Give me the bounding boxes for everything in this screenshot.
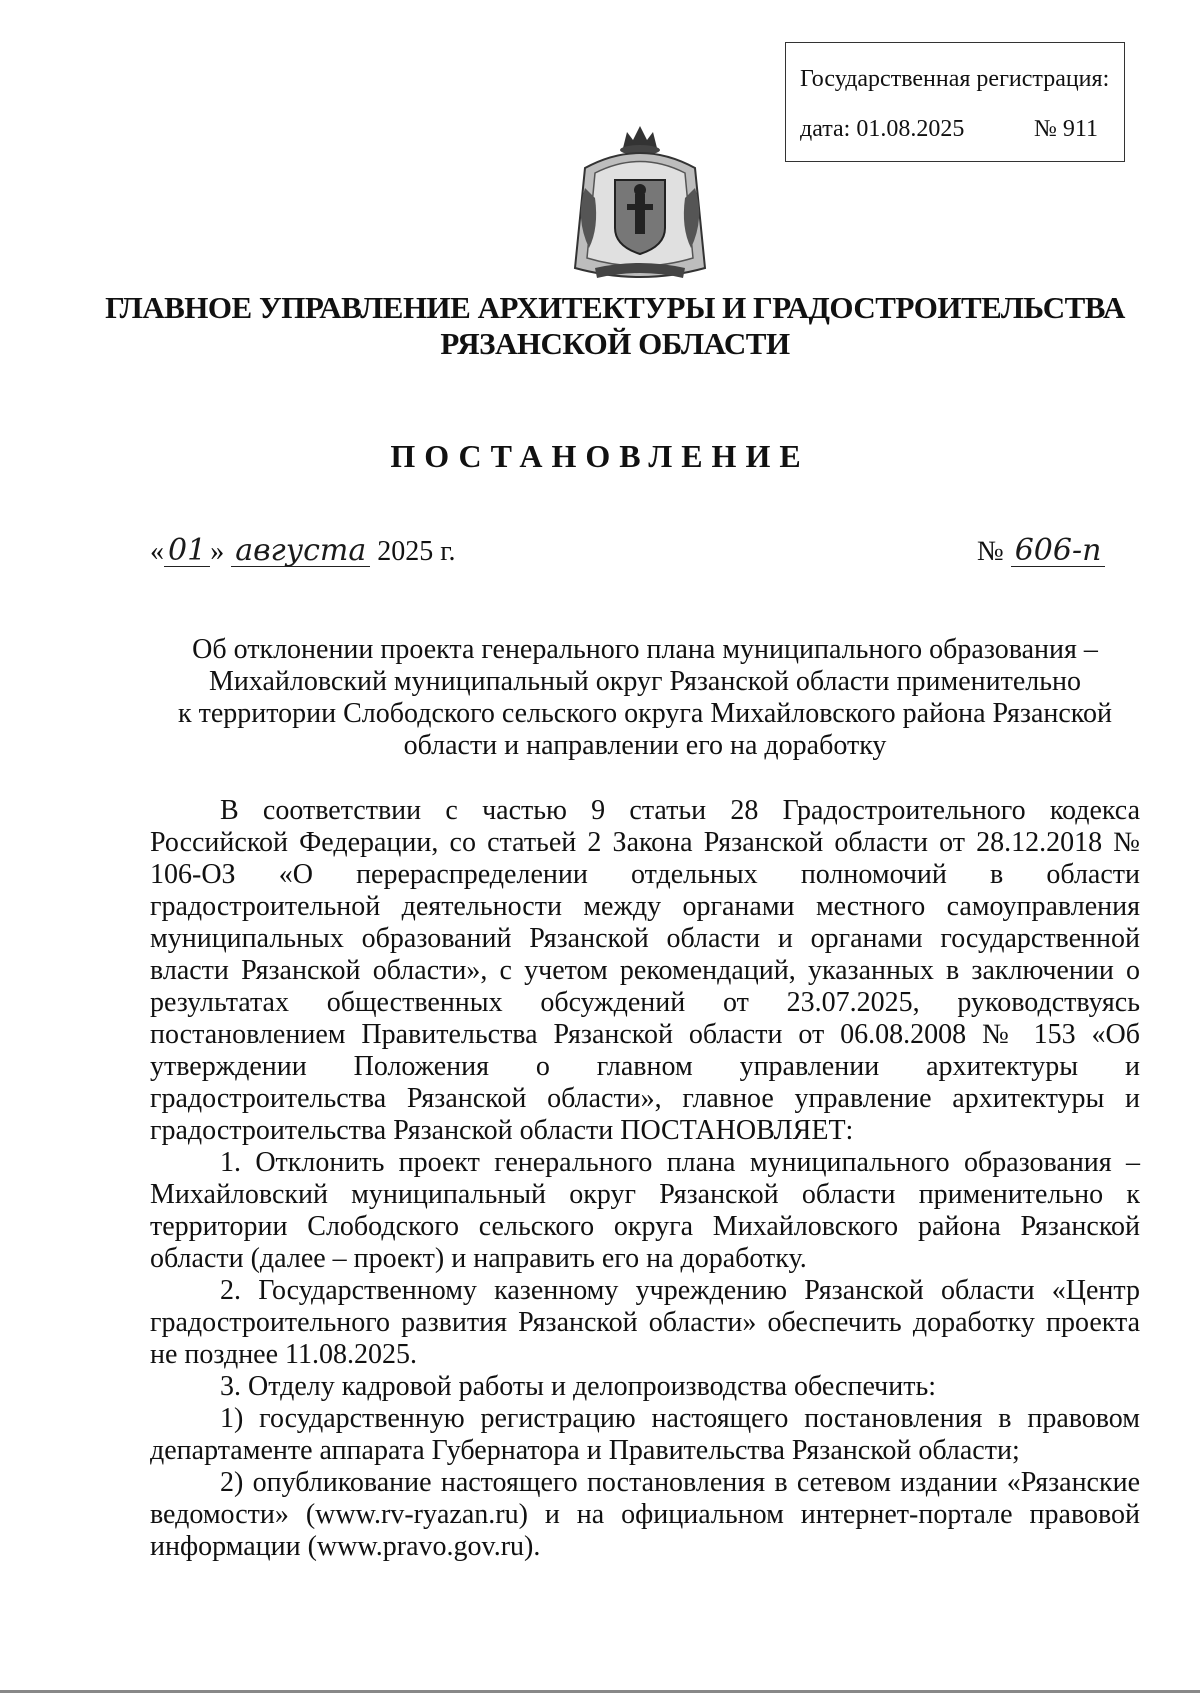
date-open-quote: « xyxy=(150,536,164,567)
number-prefix: № xyxy=(977,536,1004,567)
document-date xyxy=(150,533,456,568)
registration-stamp-box xyxy=(785,42,1125,162)
date-month-handwritten: августа xyxy=(231,536,370,567)
organization-name-line1: ГЛАВНОЕ УПРАВЛЕНИЕ АРХИТЕКТУРЫ И ГРАДОСТРОИТЕЛЬСТВА xyxy=(105,290,1125,325)
subject-line4: области и направлении его на доработку xyxy=(403,730,887,761)
page-bottom-divider xyxy=(0,1690,1200,1693)
registration-number: № 911 xyxy=(1034,116,1099,142)
date-year: 2025 г. xyxy=(377,536,456,567)
body-preamble: В соответствии с частью 9 статьи 28 Градостроительного кодекса Российской Федерации, со статьей 2 Закона Рязанской области от 28.12.2018 № 106-ОЗ «О перераспределении отдельных полномочий в области градостроительной деятельности между органами местного самоуправления муниципальных образований Рязанской области и органами государственной власти Рязанской области», с учетом рекомендаций, указанных в заключении о результатах общественных обсуждений от 23.07.2025, руководствуясь постановлением Правительства Рязанской области от 06.08.2008 № 153 «Об утверждении Положения о главном управлении архитектуры и градостроительства Рязанской области», главное управление архитектуры и градостроительства Рязанской области ПОСТАНОВЛЯЕТ: xyxy=(150,795,1140,1146)
registration-date: дата: 01.08.2025 xyxy=(800,116,965,142)
subject-line1: Об отклонении проекта генерального плана муниципального образования – xyxy=(192,634,1098,665)
organization-name-line2: РЯЗАНСКОЙ ОБЛАСТИ xyxy=(440,326,790,361)
document-body xyxy=(150,795,1140,1563)
registration-title: Государственная регистрация: xyxy=(800,66,1110,92)
document-number xyxy=(977,533,1105,568)
subject-line3: к территории Слободского сельского округа Михайловского района Рязанской xyxy=(178,698,1112,729)
organization-name xyxy=(90,290,1140,362)
body-item-3-1: 1) государственную регистрацию настоящего постановления в правовом департаменте аппарата Губернатора и Правительства Рязанской области; xyxy=(150,1403,1140,1466)
date-day-handwritten: 01 xyxy=(164,536,210,567)
document-subject xyxy=(150,634,1140,762)
subject-line2: Михайловский муниципальный округ Рязанской области применительно xyxy=(208,666,1082,697)
document-type: ПОСТАНОВЛЕНИЕ xyxy=(390,438,810,474)
body-item-3: 3. Отделу кадровой работы и делопроизводства обеспечить: xyxy=(220,1371,937,1402)
date-close-quote: » xyxy=(210,536,225,567)
number-handwritten: 606-п xyxy=(1011,536,1106,567)
body-item-3-2: 2) опубликование настоящего постановления в сетевом издании «Рязанские ведомости» (www.rv-ryazan.ru) и на официальном интернет-портале правовой информации (www.pravo.gov.ru). xyxy=(150,1467,1140,1562)
ryazan-coat-of-arms-icon xyxy=(565,118,715,286)
body-item-1: 1. Отклонить проект генерального плана муниципального образования – Михайловский муниципальный округ Рязанской области применительно к территории Слободского сельского округа Михайловского района Рязанской области (далее – проект) и направить его на доработку. xyxy=(150,1147,1140,1274)
body-item-2: 2. Государственному казенному учреждению Рязанской области «Центр градостроительного развития Рязанской области» обеспечить доработку проекта не позднее 11.08.2025. xyxy=(150,1275,1140,1370)
